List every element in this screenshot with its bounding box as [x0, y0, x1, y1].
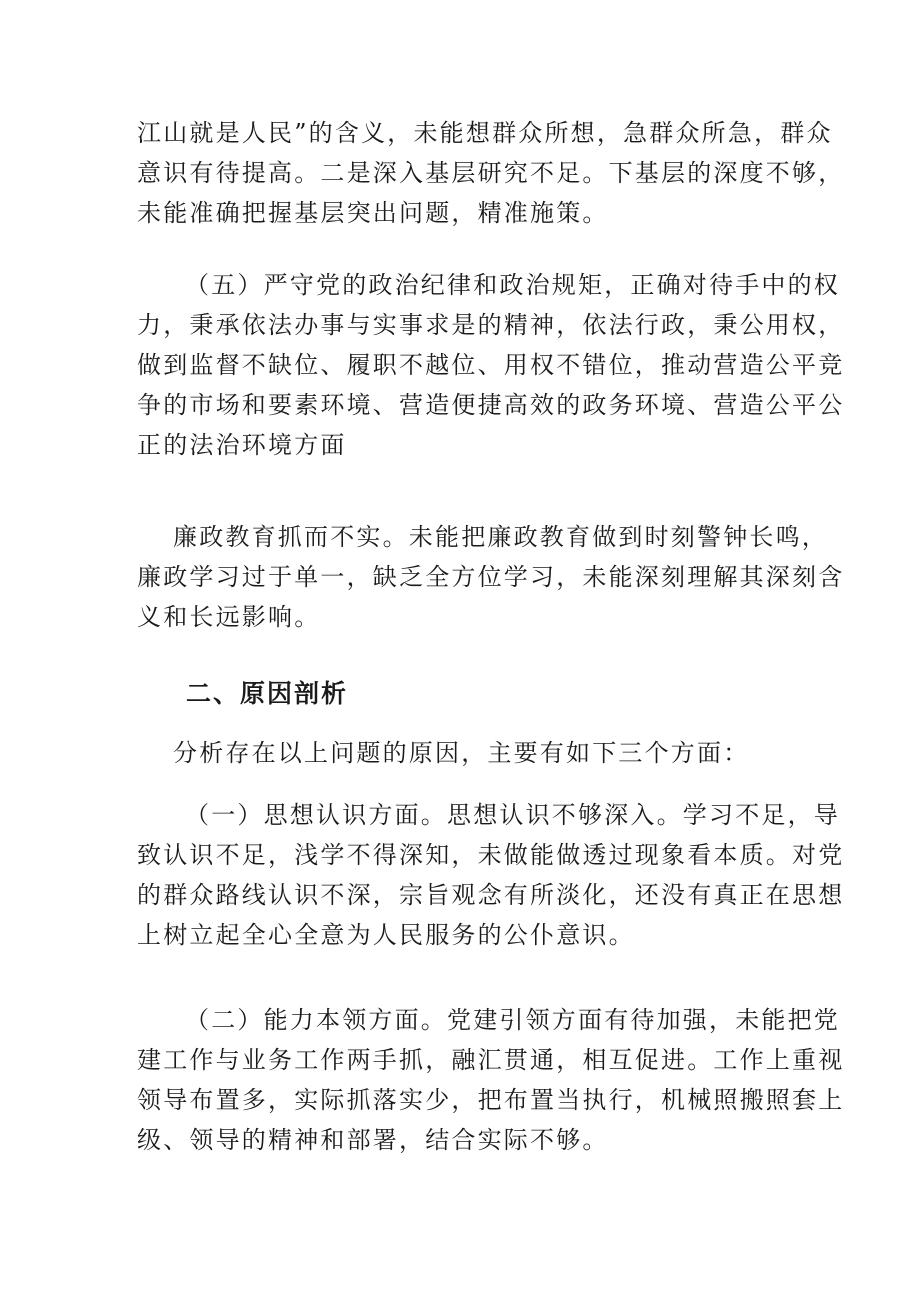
text-line: 力，秉承依法办事与实事求是的精神，依法行政，秉公用权， [137, 311, 845, 339]
text-line: 未能准确把握基层突出问题，精准施策。 [137, 199, 609, 227]
text-line: 正的法治环境方面 [137, 431, 347, 459]
text-line: 领导布置多，实际抓落实少，把布置当执行，机械照搬照套上 [137, 1086, 845, 1114]
text-line: 建工作与业务工作两手抓，融汇贯通，相互促进。工作上重视 [137, 1046, 845, 1074]
text-line: 江山就是人民”的含义，未能想群众所想，急群众所急，群众 [137, 119, 833, 147]
section-heading: 二、原因剖析 [186, 679, 349, 708]
text-line: 义和长远影响。 [137, 603, 321, 631]
text-line: （一）思想认识方面。思想认识不够深入。学习不足，导 [185, 801, 840, 829]
text-line: 级、领导的精神和部署，结合实际不够。 [137, 1126, 609, 1154]
text-line: 廉政教育抓而不实。未能把廉政教育做到时刻警钟长鸣， [173, 523, 828, 551]
text-line: 意识有待提高。二是深入基层研究不足。下基层的深度不够， [137, 159, 845, 187]
text-line: 上树立起全心全意为人民服务的公仆意识。 [137, 921, 635, 949]
paragraph-section-5 [137, 265, 845, 465]
paragraph-integrity-education [137, 517, 845, 637]
text-line: 的群众路线认识不深，宗旨观念有所淡化，还没有真正在思想 [137, 881, 845, 909]
text-line: （五）严守党的政治纪律和政治规矩，正确对待手中的权 [185, 271, 840, 299]
text-line: 争的市场和要素环境、营造便捷高效的政务环境、营造公平公 [137, 391, 845, 419]
text-line: （二）能力本领方面。党建引领方面有待加强，未能把党 [185, 1006, 840, 1034]
paragraph-cause-2 [137, 1000, 845, 1160]
text-line: 致认识不足，浅学不得深知，未做能做透过现象看本质。对党 [137, 841, 845, 869]
text-line: 廉政学习过于单一，缺乏全方位学习，未能深刻理解其深刻含 [137, 563, 845, 591]
text-line: 做到监督不缺位、履职不越位、用权不错位，推动营造公平竞 [137, 351, 845, 379]
text-line: 分析存在以上问题的原因，主要有如下三个方面： [173, 739, 750, 767]
paragraph-cause-1 [137, 795, 845, 955]
paragraph-continuation-1 [137, 113, 845, 233]
paragraph-cause-intro [137, 733, 767, 773]
